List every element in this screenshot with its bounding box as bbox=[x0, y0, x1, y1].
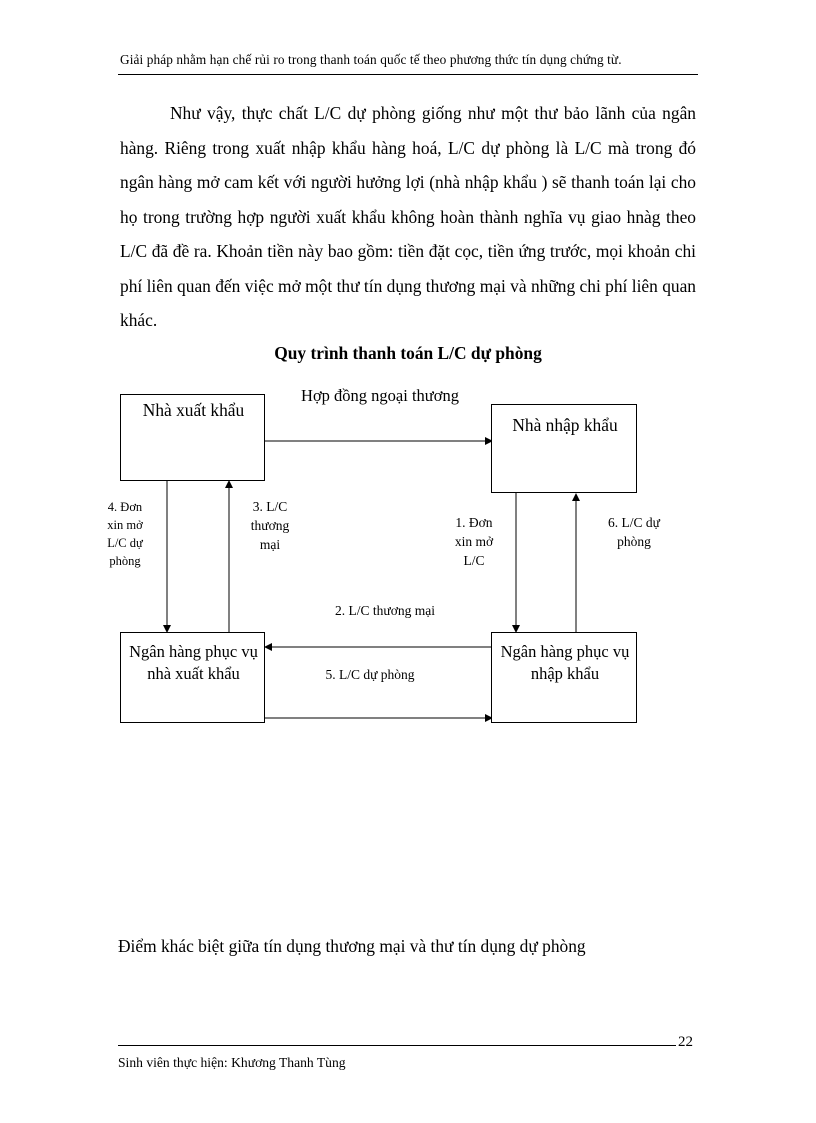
exporter-bank-box bbox=[120, 632, 265, 723]
importer-box bbox=[491, 404, 637, 493]
exporter-label: Nhà xuất khẩu bbox=[142, 400, 245, 420]
running-header: Giải pháp nhằm hạn chế rủi ro trong thanh toán quốc tế theo phương thức tín dụng chứng từ. bbox=[120, 52, 622, 67]
footer-rule-left bbox=[118, 1045, 434, 1046]
step3-label: 3. L/C thương mại bbox=[250, 499, 290, 552]
step1-label: 1. Đơn xin mở L/C bbox=[454, 515, 494, 568]
paragraph-text: Như vậy, thực chất L/C dự phòng giống như một thư bảo lãnh của ngân hàng. Riêng trong xuất nhập khẩu hàng hoá, L/C dự phòng là L/C mà trong đó ngân hàng mở cam kết với người hưởng lợi (nhà nhập khẩu ) sẽ thanh toán lại cho họ trong trường hợp người xuất khẩu không hoàn thành nghĩa vụ giao hnàg theo L/C đã đề ra. Khoản tiền này bao gồm: tiền đặt cọc, tiền ứng trước, mọi khoản chi phí liên quan đến việc mở một thư tín dụng thương mại và những chi phí liên quan khác. bbox=[120, 103, 696, 330]
page-number: 22 bbox=[678, 1034, 693, 1050]
exporter-bank-label: Ngân hàng phục vụ nhà xuất khẩu bbox=[129, 642, 258, 683]
importer-label: Nhà nhập khẩu bbox=[512, 415, 618, 435]
footer-rule-right bbox=[434, 1045, 676, 1046]
step2-label: 2. L/C thương mại bbox=[335, 603, 435, 618]
step6-label: 6. L/C dự phòng bbox=[608, 515, 660, 549]
importer-bank-box bbox=[491, 632, 637, 723]
importer-bank-label: Ngân hàng phục vụ nhập khẩu bbox=[500, 642, 630, 683]
step4-label: 4. Đơn xin mở L/C dự phòng bbox=[107, 500, 143, 568]
exporter-box bbox=[120, 394, 265, 481]
step5-label: 5. L/C dự phòng bbox=[325, 667, 415, 682]
section-heading: Điểm khác biệt giữa tín dụng thương mại và thư tín dụng dự phòng bbox=[118, 936, 586, 956]
diagram-title: Quy trình thanh toán L/C dự phòng bbox=[274, 343, 542, 363]
footer-author: Sinh viên thực hiện: Khương Thanh Tùng bbox=[118, 1055, 346, 1070]
contract-label: Hợp đồng ngoại thương bbox=[301, 386, 459, 405]
